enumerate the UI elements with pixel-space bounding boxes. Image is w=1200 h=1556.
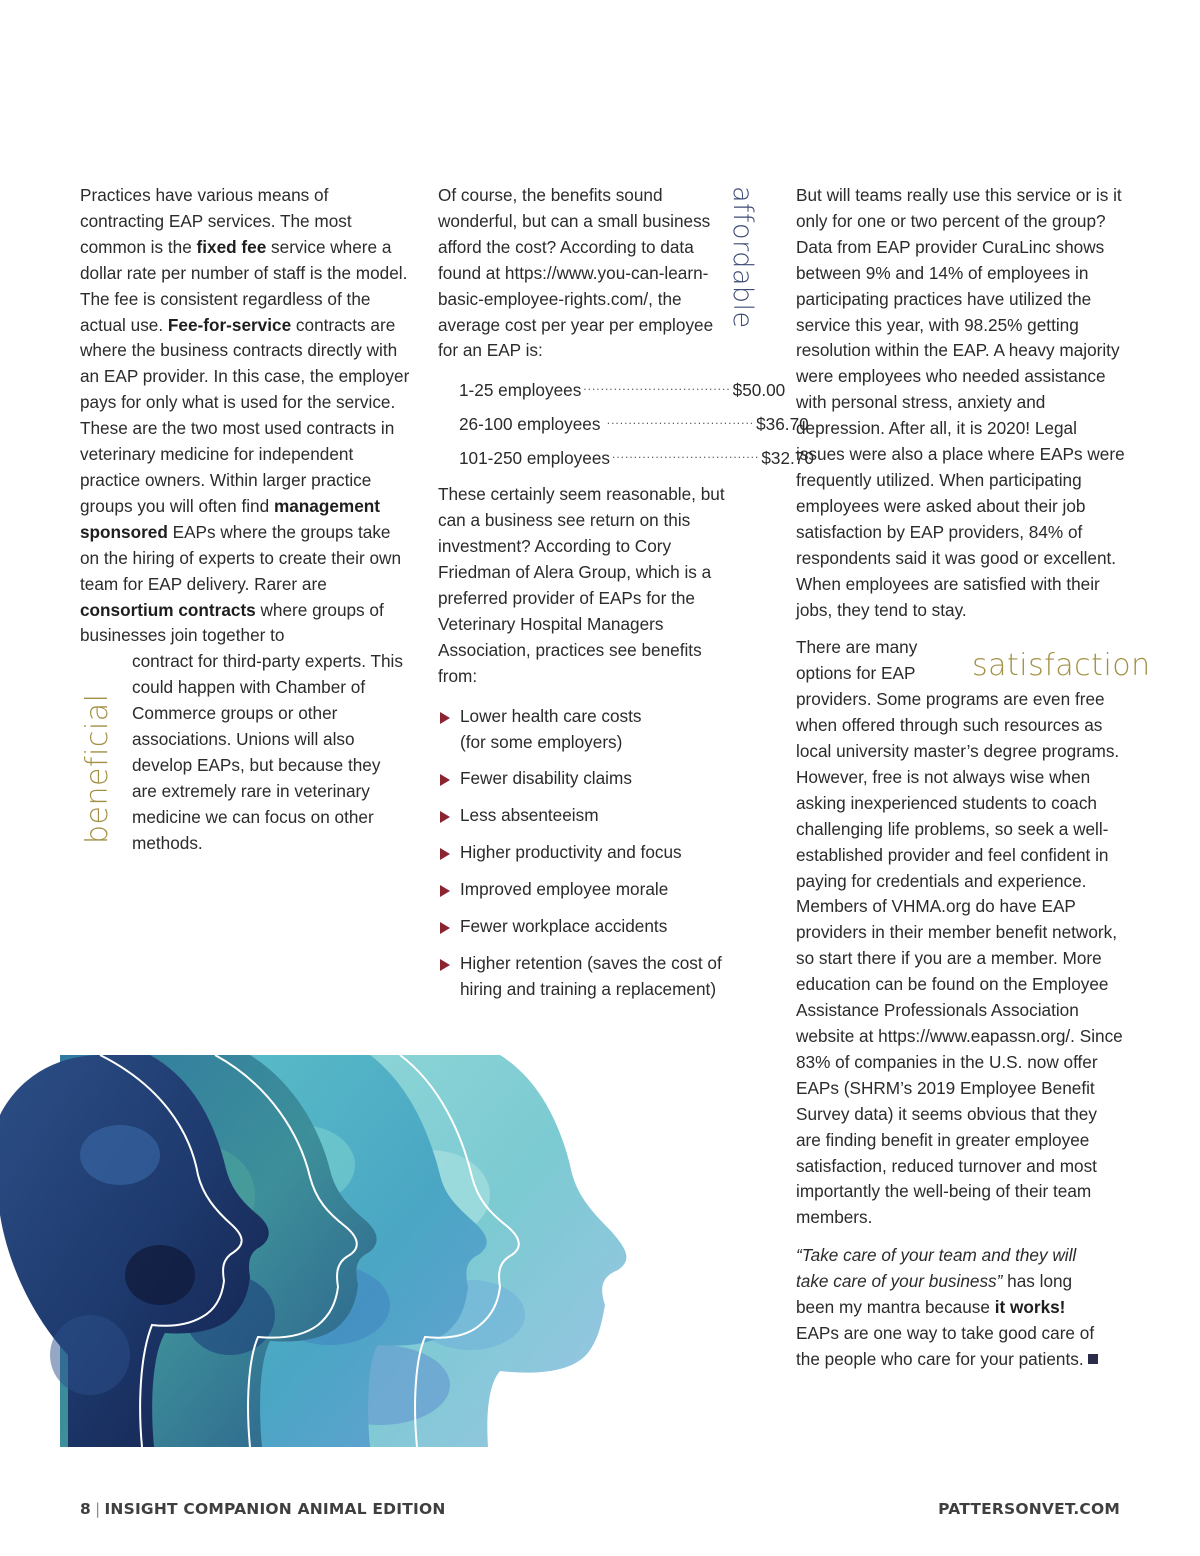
col2-intro: Of course, the benefits sound wonderful, but can a small business afford the cost? According to data found at https://www.you-can-learn-basic-employee-rights.com/, the average cost per year per employee for an EAP is:	[438, 185, 714, 361]
col3-paragraph-2: There are many options for EAP providers. Some programs are even free when offered through such resources as local university master’s degree programs. However, free is not always wise when asking inexperienced students to coach challenging life problems, so seek a well-established provider and feel confident in paying for credentials and experience. Members of VHMA.org do have EAP providers in their member benefit network, so start there if you are a member. More education can be found on the Employee Assistance Professionals Association website at https://www.eapassn.org/. Since 83% of companies in the U.S. now offer EAPs (SHRM’s 2019 Employee Benefit Survey data) it seems obvious that they are finding benefit in greater employee satisfaction, reduced turnover and most importantly the well-being of their team members.	[796, 637, 1123, 1228]
publication-name: INSIGHT COMPANION ANIMAL EDITION	[104, 1500, 446, 1518]
col1-paragraph: Practices have various means of contracting EAP services. The most common is the fixed fee service where a dollar rate per number of staff is the model. The fee is consistent regardless of the actual use. Fee-for-service contracts are where the business contracts directly with an EAP provider. In this case, the employer pays for only what is used for the service. These are the two most used contracts in veterinary medicine for independent practice owners. Within larger practice groups you will often find management sponsored EAPs where the groups take on the hiring of experts to create their own team for EAP delivery. Rarer are consortium contracts where groups of businesses join together to	[80, 185, 410, 646]
triangle-bullet-icon	[440, 922, 450, 934]
end-mark-icon	[1088, 1354, 1098, 1364]
satisfaction-side-word: satisfaction	[972, 648, 1151, 683]
price-row: 1-25 employees .................................. $50.00	[459, 379, 786, 401]
consortium-contracts-term: consortium contracts	[80, 599, 256, 620]
list-item: Improved employee morale	[438, 877, 758, 903]
price-row: 101-250 employees .................................. $32.70	[459, 447, 814, 469]
footer-publication: 8 | INSIGHT COMPANION ANIMAL EDITION	[80, 1500, 446, 1518]
list-item: Fewer disability claims	[438, 766, 758, 792]
fee-for-service-term: Fee-for-service	[167, 314, 292, 335]
price-row: 26-100 employees .................................. $36.70	[459, 413, 809, 435]
price-table	[459, 374, 814, 476]
page-number: 8	[80, 1500, 91, 1518]
triangle-bullet-icon	[440, 774, 450, 786]
fixed-fee-term: fixed fee	[196, 236, 267, 257]
benefits-list	[438, 704, 758, 1003]
column-2	[438, 183, 814, 1014]
triangle-bullet-icon	[440, 959, 450, 971]
col3-closing-paragraph: “Take care of your team and they will take care of your business” has long been my mantra because it works! EAPs are one way to take good care of the people who care for your patients.	[796, 1243, 1101, 1373]
affordable-side-word: affordable	[727, 186, 758, 329]
triangle-bullet-icon	[440, 712, 450, 724]
col3-paragraph-1: But will teams really use this service or is it only for one or two percent of the group? Data from EAP provider CuraLinc shows between 9% and 14% of employees in participating practices have utilized the service this year, with 98.25% getting resolution within the EAP. A heavy majority were employees who needed assistance with personal stress, anxiety and depression. After all, it is 2020! Legal issues were also a place where EAPs were frequently utilized. When participating employees were asked about their job satisfaction by EAP providers, 84% of respondents said it was good or excellent. When employees are satisfied with their jobs, they tend to stay.	[796, 185, 1125, 620]
beneficial-side-word: beneficial	[80, 693, 115, 844]
mantra-quote: “Take care of your team and they will take care of your business”	[796, 1245, 1077, 1292]
col1-indented-paragraph: contract for third-party experts. This could happen with Chamber of Commerce groups or other associations. Unions will also develop EAPs, but because they are extremely rare in veterinary medicine we can focus on other methods.	[132, 651, 403, 853]
column-3	[796, 183, 1126, 1373]
triangle-bullet-icon	[440, 885, 450, 897]
management-sponsored-term: management sponsored	[80, 495, 380, 542]
overlapping-head-profiles-illustration	[0, 1055, 762, 1447]
triangle-bullet-icon	[440, 848, 450, 860]
list-item: Lower health care costs (for some employers)	[438, 704, 758, 756]
triangle-bullet-icon	[440, 811, 450, 823]
list-item: Fewer workplace accidents	[438, 914, 758, 940]
it-works-emphasis: it works!	[994, 1297, 1066, 1318]
list-item: Higher retention (saves the cost of hiring and training a replacement)	[438, 951, 758, 1003]
col2-paragraph: These certainly seem reasonable, but can a business see return on this investment? According to Cory Friedman of Alera Group, which is a preferred provider of EAPs for the Veterinary Hospital Managers Association, practices see benefits from:	[438, 484, 725, 686]
column-1	[80, 183, 410, 857]
list-item: Higher productivity and focus	[438, 840, 758, 866]
footer-website: PATTERSONVET.COM	[938, 1500, 1120, 1518]
list-item: Less absenteeism	[438, 803, 758, 829]
